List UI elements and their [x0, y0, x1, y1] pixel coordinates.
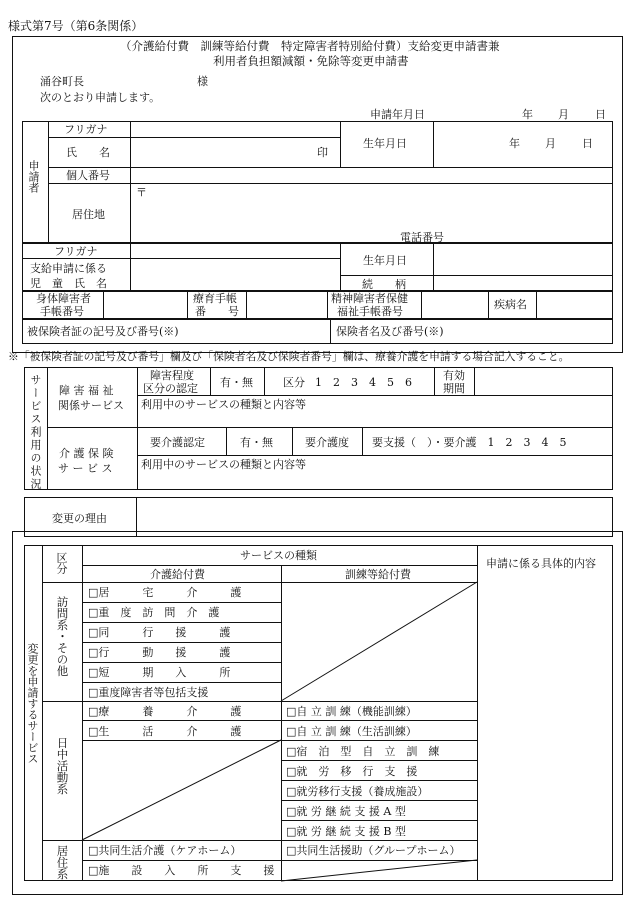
na-diagonal-day-kaigo [82, 740, 281, 840]
service-checkbox-residential-training[interactable]: □宿 泊 型 自 立 訓 練 [286, 745, 440, 758]
child-relation-label: 続 柄 [362, 278, 406, 291]
services-section-label: 変更を申請するサービス [26, 643, 39, 764]
certification-label-line2: 区分の認定 [143, 382, 198, 395]
application-date-month: 月 [558, 108, 569, 121]
valid-period-line2: 期間 [443, 382, 465, 395]
service-checkbox-accompany-support[interactable]: □同 行 援 護 [88, 626, 231, 639]
care-label-line1: 介 護 保 険 [59, 447, 114, 460]
service-types-header: サービスの種類 [240, 549, 317, 562]
service-checkbox-group-home[interactable]: □共同生活援助（グループホーム） [286, 844, 461, 857]
title-line1: （介護給付費 訓練等給付費 特定障害者特別給付費）支給変更申請書兼 [120, 39, 500, 53]
physical-handbook-line2: 手帳番号 [40, 305, 84, 318]
intro-text: 次のとおり申請します。 [40, 91, 161, 104]
care-yes-no: 有・無 [240, 436, 273, 449]
category-header: 区分 [55, 552, 68, 574]
group-visit-label: 訪問系・その他 [55, 596, 70, 677]
physical-handbook-line1: 身体障害者 [36, 292, 91, 305]
mental-handbook-line2: 福祉手帳番号 [337, 305, 403, 318]
service-checkbox-life-care[interactable]: □生 活 介 護 [88, 725, 242, 738]
service-checkbox-behavior-support[interactable]: □行 動 援 護 [88, 646, 231, 659]
kaigo-header: 介護給付費 [150, 568, 205, 581]
insured-number-label: 被保険者証の記号及び番号(※) [27, 325, 179, 338]
ryoiku-handbook-line1: 療育手帳 [193, 292, 237, 305]
support-level-values: 要支援（ ）・要介護 1 2 3 4 5 [372, 436, 567, 449]
care-level-label: 要介護度 [305, 436, 349, 449]
details-header: 申請に係る具体的内容 [486, 557, 596, 570]
service-checkbox-employment-transition[interactable]: □就 労 移 行 支 援 [286, 765, 418, 778]
na-diagonal-res-kunren [281, 860, 477, 881]
service-checkbox-functional-training[interactable]: □自 立 訓 練（機能訓練） [286, 705, 417, 718]
usage-section-label: サービス利用の状況 [29, 374, 42, 491]
applicant-dob-day: 日 [582, 137, 593, 150]
seal-mark: 印 [317, 146, 328, 159]
service-checkbox-continuous-employment-a[interactable]: □就 労 継 続 支 援 A 型 [286, 805, 406, 818]
care-services-in-use: 利用中のサービスの種類と内容等 [141, 458, 306, 471]
disease-label: 疾病名 [494, 298, 527, 311]
welfare-services-in-use: 利用中のサービスの種類と内容等 [141, 398, 306, 411]
address-label: 居住地 [72, 208, 105, 221]
application-date-label: 申請年月日 [370, 108, 425, 121]
applicant-furigana-label: フリガナ [64, 123, 108, 136]
applicant-block [22, 121, 613, 243]
note-text: ※「被保険者証の記号及び番号」欄及び「保険者名及び保険者番号」欄は、療養介護を申請する場合記入すること。 [8, 350, 570, 363]
service-checkbox-employment-transition-training[interactable]: □就労移行支援（養成施設） [286, 785, 429, 798]
personal-number-label: 個人番号 [66, 169, 110, 182]
applicant-section-label: 申請者 [27, 160, 40, 193]
service-checkbox-comprehensive-support[interactable]: □重度障害者等包括支援 [88, 686, 209, 699]
applicant-dob-label: 生年月日 [363, 137, 407, 150]
applicant-dob-month: 月 [545, 137, 556, 150]
child-name-label-line1: 支給申請に係る [30, 262, 107, 275]
addressee: 涌谷町長 [40, 75, 84, 88]
service-checkbox-short-stay[interactable]: □短 期 入 所 [88, 666, 231, 679]
application-date-year: 年 [522, 108, 533, 121]
form-number: 様式第7号（第6条関係） [8, 19, 144, 33]
child-furigana-label: フリガナ [54, 245, 98, 258]
reason-label: 変更の理由 [52, 512, 107, 525]
certification-label-line1: 障害程度 [150, 369, 194, 382]
welfare-label-line2: 関係サービス [58, 399, 124, 412]
group-residence-label: 居住系 [55, 845, 70, 880]
phone-label: 電話番号 [400, 231, 444, 244]
insurer-label: 保険者名及び番号(※) [336, 325, 444, 338]
care-label-line2: サ ー ビ ス [58, 462, 113, 475]
care-certification-label: 要介護認定 [150, 436, 205, 449]
applicant-dob-year: 年 [509, 137, 520, 150]
service-checkbox-home-care[interactable]: □居 宅 介 護 [88, 586, 242, 599]
service-checkbox-life-training[interactable]: □自 立 訓 練（生活訓練） [286, 725, 417, 738]
welfare-label-line1: 障 害 福 祉 [59, 384, 114, 397]
category-label: 区分 [283, 376, 305, 389]
child-block [22, 243, 613, 291]
application-date-day: 日 [595, 108, 606, 121]
applicant-name-label: 氏 名 [66, 146, 110, 159]
category-values: 1 2 3 4 5 6 [315, 376, 412, 389]
title-line2: 利用者負担額減額・免除等変更申請書 [213, 54, 409, 68]
group-day-label: 日中活動系 [55, 737, 70, 795]
honorific: 様 [197, 75, 208, 88]
child-name-label-line2: 児 童 氏 名 [30, 277, 107, 290]
service-checkbox-care-home[interactable]: □共同生活介護（ケアホーム） [88, 844, 242, 857]
valid-period-line1: 有効 [443, 369, 465, 382]
service-checkbox-continuous-employment-b[interactable]: □就 労 継 続 支 援 B 型 [286, 825, 406, 838]
certification-yes-no: 有・無 [220, 376, 253, 389]
child-dob-label: 生年月日 [363, 254, 407, 267]
na-diagonal-visit-kunren [281, 582, 477, 701]
service-checkbox-medical-care[interactable]: □療 養 介 護 [88, 705, 242, 718]
service-checkbox-severe-visit-care[interactable]: □重 度 訪 問 介 護 [88, 606, 220, 619]
service-checkbox-facility-support[interactable]: □施 設 入 所 支 援 [88, 864, 275, 877]
postal-mark: 〒 [136, 186, 147, 199]
mental-handbook-line1: 精神障害者保健 [331, 292, 408, 305]
ryoiku-handbook-line2: 番 号 [195, 305, 239, 318]
kunren-header: 訓練等給付費 [345, 568, 411, 581]
